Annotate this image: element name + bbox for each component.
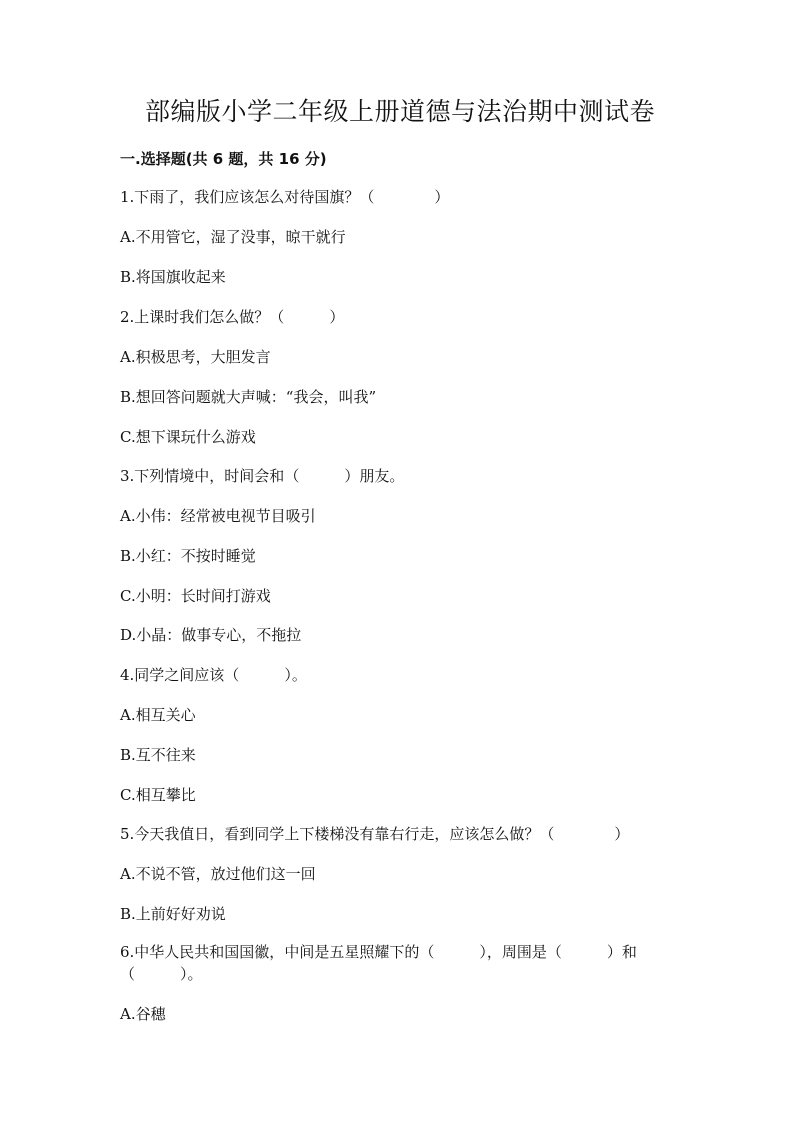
- question-6: 6.中华人民共和国国徽，中间是五星照耀下的（ ），周围是（ ）和（ ）。: [120, 943, 637, 983]
- question-3-option-a: A.小伟：经常被电视节目吸引: [120, 507, 316, 525]
- question-3-option-d: D.小晶：做事专心，不拖拉: [120, 626, 302, 644]
- question-4-option-b: B.互不往来: [120, 746, 196, 764]
- section-heading: 一.选择题(共 6 题，共 16 分): [120, 150, 327, 168]
- question-4: 4.同学之间应该（ ）。: [120, 666, 307, 684]
- question-5-option-b: B.上前好好劝说: [120, 905, 226, 923]
- question-1: 1.下雨了，我们应该怎么对待国旗？（ ）: [120, 188, 450, 206]
- page-title: 部编版小学二年级上册道德与法治期中测试卷: [144, 97, 655, 126]
- question-5: 5.今天我值日，看到同学上下楼梯没有靠右行走，应该怎么做？（ ）: [120, 825, 630, 843]
- question-3-option-b: B.小红：不按时睡觉: [120, 547, 256, 565]
- question-1-option-a: A.不用管它，湿了没事，晾干就行: [120, 228, 346, 246]
- question-2-option-a: A.积极思考，大胆发言: [120, 348, 271, 366]
- question-4-option-a: A.相互关心: [120, 706, 196, 724]
- question-3: 3.下列情境中，时间会和（ ）朋友。: [120, 467, 405, 485]
- question-1-option-b: B.将国旗收起来: [120, 268, 226, 286]
- question-2-option-c: C.想下课玩什么游戏: [120, 428, 256, 446]
- question-4-option-c: C.相互攀比: [120, 786, 196, 804]
- question-3-option-c: C.小明：长时间打游戏: [120, 587, 271, 605]
- question-5-option-a: A.不说不管，放过他们这一回: [120, 865, 316, 883]
- question-2: 2.上课时我们怎么做？（ ）: [120, 308, 345, 326]
- question-2-option-b: B.想回答问题就大声喊：“我会，叫我”: [120, 388, 377, 406]
- question-6-option-a: A.谷穗: [120, 1005, 166, 1023]
